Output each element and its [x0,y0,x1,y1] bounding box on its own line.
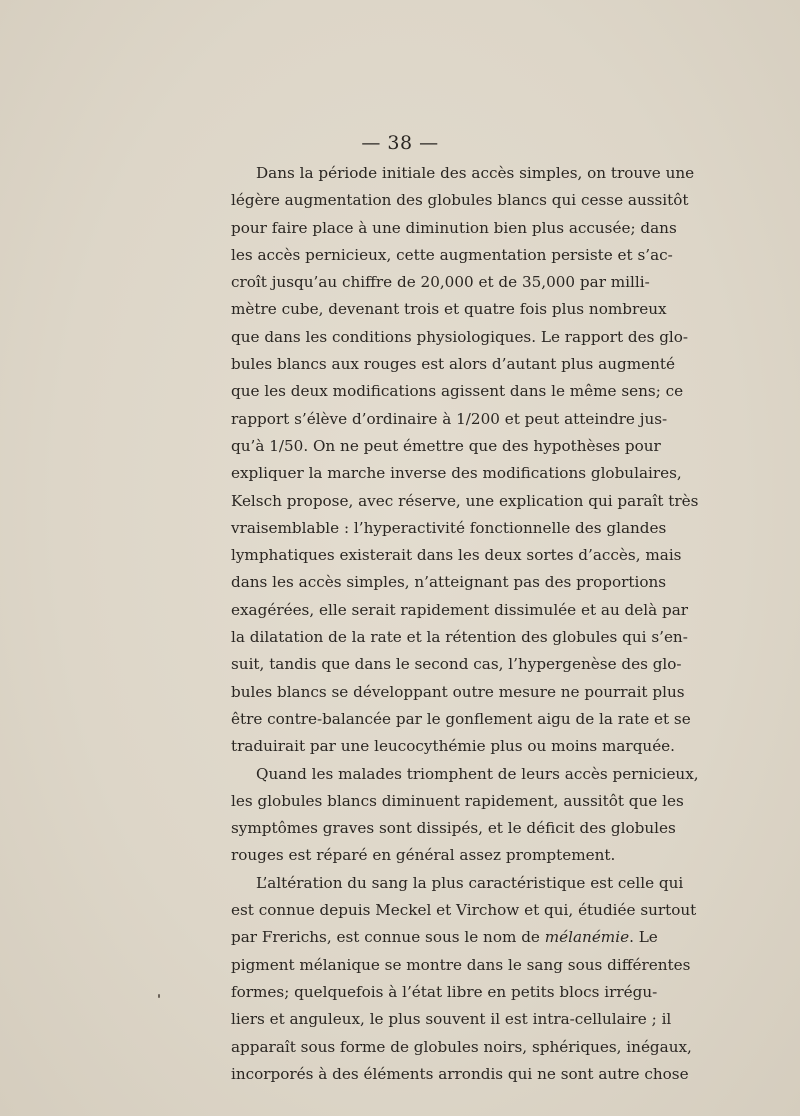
text-line: mètre cube, devenant trois et quatre fois plus nombreux [231,300,667,319]
text-line: les accès pernicieux, cette augmentation persiste et s’ac- [231,245,673,264]
text-line: rapport s’élève d’ordinaire à 1/200 et peut atteindre jus- [231,409,668,428]
text-line: être contre-balancée par le gonflement aigu de la rate et se [231,709,691,728]
text-line: Dans la période initiale des accès simples, on trouve une [256,164,695,182]
text-line: formes; quelquefois à l’état libre en petits blocs irrégu- [231,982,658,1001]
italic-term: mélanémie [544,928,630,947]
text-line: la dilatation de la rate et la rétention des globules qui s’en- [231,628,688,647]
text-run: par Frerichs, est connue sous le nom de [231,928,545,947]
text-line: qu’à 1/50. On ne peut émettre que des hypothèses pour [231,436,661,455]
text-line: apparaît sous forme de globules noirs, sphériques, inégaux, [231,1037,692,1056]
text-line: vraisemblable : l’hyperactivité fonctionnelle des glandes [231,518,667,537]
body-text [231,160,699,1088]
text-line: légère augmentation des globules blancs qui cesse aussitôt [231,191,689,210]
text-line [231,924,658,951]
text-line: dans les accès simples, n’atteignant pas des proportions [231,573,667,592]
text-line: croît jusqu’au chiffre de 20,000 et de 35,000 par milli- [231,273,650,292]
text-line: bules blancs aux rouges est alors d’autant plus augmenté [231,355,675,374]
text-line: les globules blancs diminuent rapidement, aussitôt que les [231,791,684,810]
text-line: incorporés à des éléments arrondis qui ne sont autre chose [231,1064,689,1083]
text-line: traduirait par une leucocythémie plus ou moins marquée. [231,737,675,756]
text-line: rouges est réparé en général assez promptement. [231,846,616,865]
text-line: est connue depuis Meckel et Virchow et qui, étudiée surtout [231,901,697,920]
paper-speck [158,994,160,998]
text-line: suit, tandis que dans le second cas, l’hypergenèse des glo- [231,655,682,674]
text-run: . Le [629,928,658,947]
text-line: Kelsch propose, avec réserve, une explication qui paraît très [231,491,699,510]
text-line: exagérées, elle serait rapidement dissimulée et au delà par [231,600,689,619]
page-number: — 38 — [361,132,439,154]
text-line: pour faire place à une diminution bien plus accusée; dans [231,218,677,237]
text-line: L’altération du sang la plus caractéristique est celle qui [256,873,684,892]
text-line: symptômes graves sont dissipés, et le déficit des globules [231,819,676,838]
text-line: pigment mélanique se montre dans le sang sous différentes [231,955,691,974]
text-line: liers et anguleux, le plus souvent il est intra-cellulaire ; il [231,1010,672,1029]
text-line: que dans les conditions physiologiques. Le rapport des glo- [231,327,689,346]
text-line: expliquer la marche inverse des modifications globulaires, [231,464,682,483]
text-line: lymphatiques existerait dans les deux sortes d’accès, mais [231,546,682,565]
text-line: bules blancs se développant outre mesure ne pourrait plus [231,682,685,701]
text-line: Quand les malades triomphent de leurs accès pernicieux, [256,764,699,783]
text-line: que les deux modifications agissent dans le même sens; ce [231,382,684,401]
